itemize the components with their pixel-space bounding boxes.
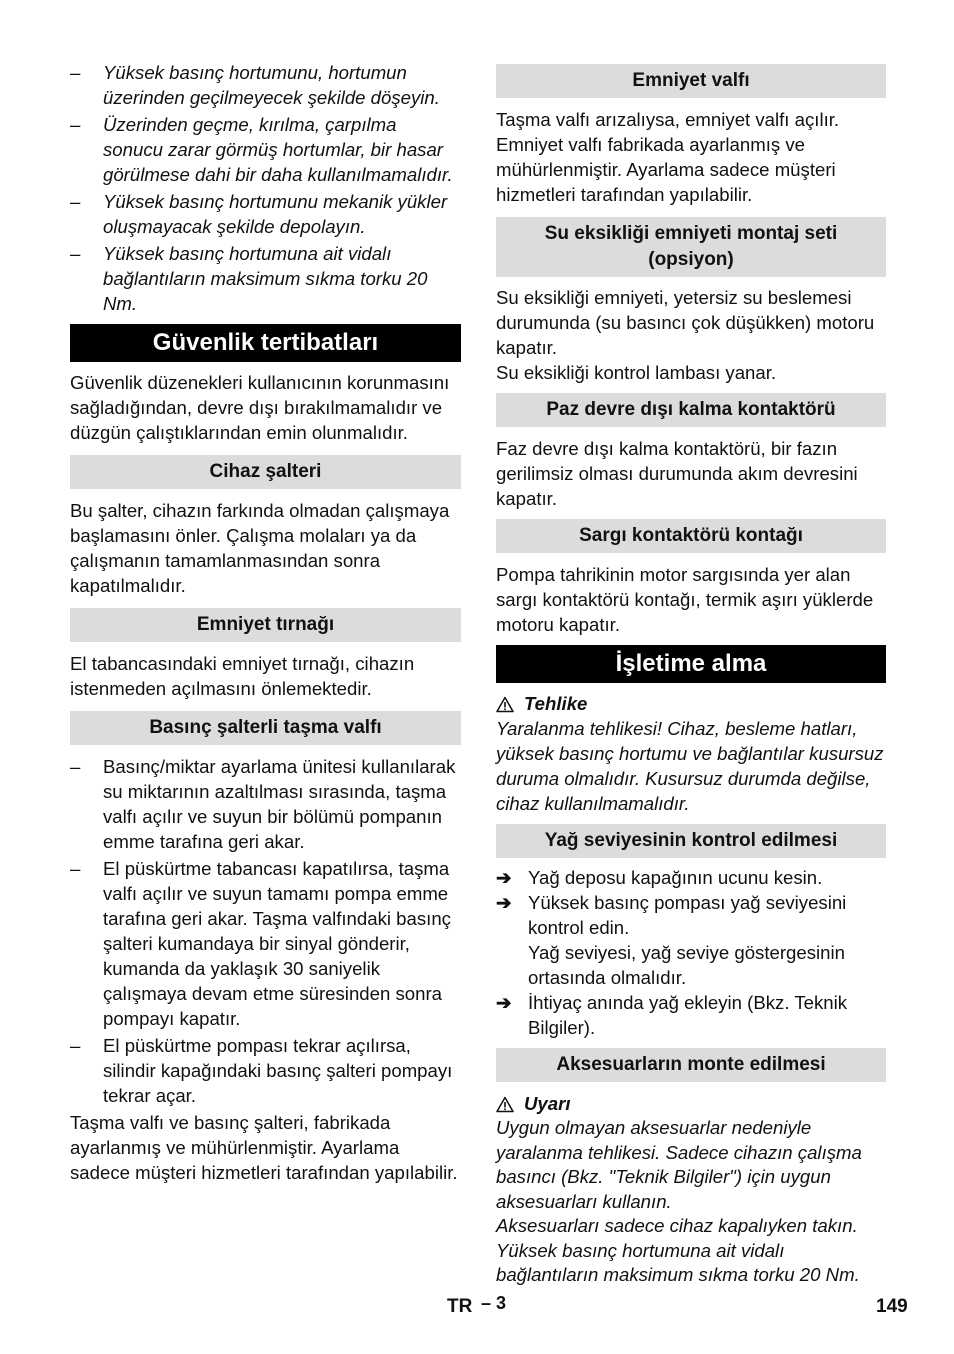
- safety-valve-text: Taşma valfı arızalıysa, emniyet valfı açılır. Emniyet valfı fabrikada ayarlanmış ve mühürlenmiştir. Ayarlama sadece müşteri hizmetleri tarafından yapılabilir.: [496, 109, 840, 205]
- list-item-text: Yüksek basınç hortumunu mekanik yükler oluşmayacak şekilde depolayın.: [103, 191, 448, 237]
- list-item-text: Yağ seviyesi, yağ seviye göstergesinin ortasında olmalıdır.: [528, 942, 845, 988]
- warning-text: Uygun olmayan aksesuarlar nedeniyle yaralanma tehlikesi. Sadece cihazın çalışma basıncı (Bkz. "Teknik Bilgiler") için uygun aksesuarları kullanın.: [496, 1117, 862, 1212]
- footer-language: [447, 1296, 472, 1318]
- hose-instructions-list: [70, 60, 461, 316]
- warning-label-text: Uyarı: [524, 1093, 571, 1114]
- list-item: – Yüksek basınç hortumuna ait vidalı bağlantıların maksimum sıkma torku 20 Nm.: [70, 243, 428, 314]
- list-item-text: Yüksek basınç hortumunu, hortumun üzerinden geçilmeyecek şekilde döşeyin.: [103, 62, 440, 108]
- warning-text-torque: Yüksek basınç hortumuna ait vidalı bağlantıların maksimum sıkma torku 20 Nm.: [496, 1239, 860, 1285]
- overflow-valve-text: Taşma valfı ve basınç şalteri, fabrikada ayarlanmış ve mühürlenmiştir. Ayarlama sadece müşteri hizmetleri tarafından yapılabilir.: [70, 1112, 458, 1183]
- warning-triangle-icon: [496, 1096, 514, 1113]
- list-item-text: Yağ deposu kapağının ucunu kesin.: [528, 867, 823, 888]
- list-item-text: El püskürtme tabancası kapatılırsa, taşma valfı açılır ve suyun tamamı pompa emme tarafına geri akar. Taşma valfındaki basınç şalteri kumandaya bir sinyal gönderir, kumanda da yaklaşık 30 saniyelik çalışmaya devam etme süresinden sonra pompayı kapatır.: [103, 858, 451, 1029]
- list-item-note: [496, 940, 886, 990]
- list-item: – Basınç/miktar ayarlama ünitesi kullanılarak su miktarının azaltılması sırasında, taşma valfı açılır ve suyun bir bölümü pompanın emme tarafına geri akar.: [70, 756, 456, 852]
- right-column: [496, 64, 886, 1288]
- warning-triangle-icon: [496, 696, 514, 713]
- list-item-text: Yüksek basınç hortumuna ait vidalı bağlantıların maksimum sıkma torku 20 Nm.: [103, 243, 428, 314]
- winding-contact-heading: Sargı kontaktörü kontağı: [496, 519, 886, 553]
- water-shortage-text: Su eksikliği emniyeti, yetersiz su beslemesi durumunda (su basıncı çok düşükken) motoru kapatır.: [496, 287, 875, 358]
- list-item: – Üzerinden geçme, kırılma, çarpılma sonucu zarar görmüş hortumlar, bir hasar görülmese dahi bir daha kullanılmamalıdır.: [70, 114, 453, 185]
- list-item: – Yüksek basınç hortumunu mekanik yükler oluşmayacak şekilde depolayın.: [70, 191, 448, 237]
- oil-level-heading: Yağ seviyesinin kontrol edilmesi: [496, 824, 886, 858]
- oil-level-steps: [496, 865, 886, 1040]
- list-item: [496, 990, 886, 1040]
- list-item-text: Yüksek basınç pompası yağ seviyesini kontrol edin.: [528, 892, 847, 938]
- danger-label: [496, 691, 886, 716]
- list-item-text: Üzerinden geçme, kırılma, çarpılma sonucu zarar görmüş hortumlar, bir hasar görülmese dahi bir daha kullanılmamalıdır.: [103, 114, 453, 185]
- phase-failure-text: Faz devre dışı kalma kontaktörü, bir fazın gerilimsiz olması durumunda akım devresini kapatır.: [496, 438, 858, 509]
- list-item: [496, 890, 886, 940]
- danger-text: Yaralanma tehlikesi! Cihaz, besleme hatları, yüksek basınç hortumu ve bağlantılar kusursuz duruma olmalıdır. Kusursuz durumda değilse, cihaz kullanılmamalıdır.: [496, 718, 884, 814]
- overflow-valve-list: [70, 754, 461, 1108]
- arrow-right-icon: ➔: [496, 892, 512, 913]
- page-number: 149: [876, 1296, 908, 1317]
- footer-page-number: [876, 1296, 908, 1318]
- danger-label-text: Tehlike: [524, 693, 588, 714]
- safety-valve-heading: Emniyet valfı: [496, 64, 886, 98]
- arrow-right-icon: ➔: [496, 992, 512, 1013]
- safety-devices-text: Güvenlik düzenekleri kullanıcının korunmasını sağladığından, devre dışı bırakılmamalıdır ve düzgün çalıştıklarından emin olunmalıdır.: [70, 372, 450, 443]
- device-switch-heading: Cihaz şalteri: [70, 455, 461, 489]
- water-shortage-lamp-text: Su eksikliği kontrol lambası yanar.: [496, 362, 777, 383]
- safety-catch-text: El tabancasındaki emniyet tırnağı, cihazın istenmeden açılmasını önlemektedir.: [70, 653, 415, 699]
- safety-catch-heading: Emniyet tırnağı: [70, 608, 461, 642]
- footer-section: [481, 1293, 506, 1314]
- list-item: – Yüksek basınç hortumunu, hortumun üzerinden geçilmeyecek şekilde döşeyin.: [70, 62, 440, 108]
- left-column: [70, 60, 461, 1185]
- list-item-text: El püskürtme pompası tekrar açılırsa, silindir kapağındaki basınç şalteri pompayı tekrar açar.: [103, 1035, 453, 1106]
- device-switch-text: Bu şalter, cihazın farkında olmadan çalışmaya başlamasını önler. Çalışma molaları ya da çalışmanın tamamlanmasından sonra kapatılmalıdır.: [70, 500, 450, 596]
- water-shortage-heading: Su eksikliği emniyeti montaj seti (opsiyon): [496, 217, 886, 277]
- list-item: – El püskürtme pompası tekrar açılırsa, silindir kapağındaki basınç şalteri pompayı tekrar açar.: [70, 1035, 453, 1106]
- list-item-text: Basınç/miktar ayarlama ünitesi kullanılarak su miktarının azaltılması sırasında, taşma valfı açılır ve suyun bir bölümü pompanın emme tarafına geri akar.: [103, 756, 456, 852]
- winding-contact-text: Pompa tahrikinin motor sargısında yer alan sargı kontaktörü kontağı, termik aşırı yüklerde motoru kapatır.: [496, 564, 874, 635]
- list-item: [496, 865, 886, 890]
- list-item-text: İhtiyaç anında yağ ekleyin (Bkz. Teknik Bilgiler).: [528, 992, 848, 1038]
- overflow-valve-heading: Basınç şalterli taşma valfı: [70, 711, 461, 745]
- startup-heading: İşletime alma: [496, 645, 886, 683]
- section-number: – 3: [481, 1293, 507, 1313]
- safety-devices-heading: Güvenlik tertibatları: [70, 324, 461, 362]
- phase-failure-heading: Paz devre dışı kalma kontaktörü: [496, 393, 886, 427]
- warning-label: [496, 1091, 886, 1116]
- arrow-right-icon: ➔: [496, 867, 512, 888]
- list-item: – El püskürtme tabancası kapatılırsa, taşma valfı açılır ve suyun tamamı pompa emme tarafına geri akar. Taşma valfındaki basınç şalteri kumandaya bir sinyal gönderir, kumanda da yaklaşık 30 saniyelik çalışmaya devam etme süresinden sonra pompayı kapatır.: [70, 858, 451, 1029]
- warning-text-mount: Aksesuarları sadece cihaz kapalıyken takın.: [496, 1215, 858, 1236]
- accessories-heading: Aksesuarların monte edilmesi: [496, 1048, 886, 1082]
- language-code: TR: [447, 1296, 473, 1317]
